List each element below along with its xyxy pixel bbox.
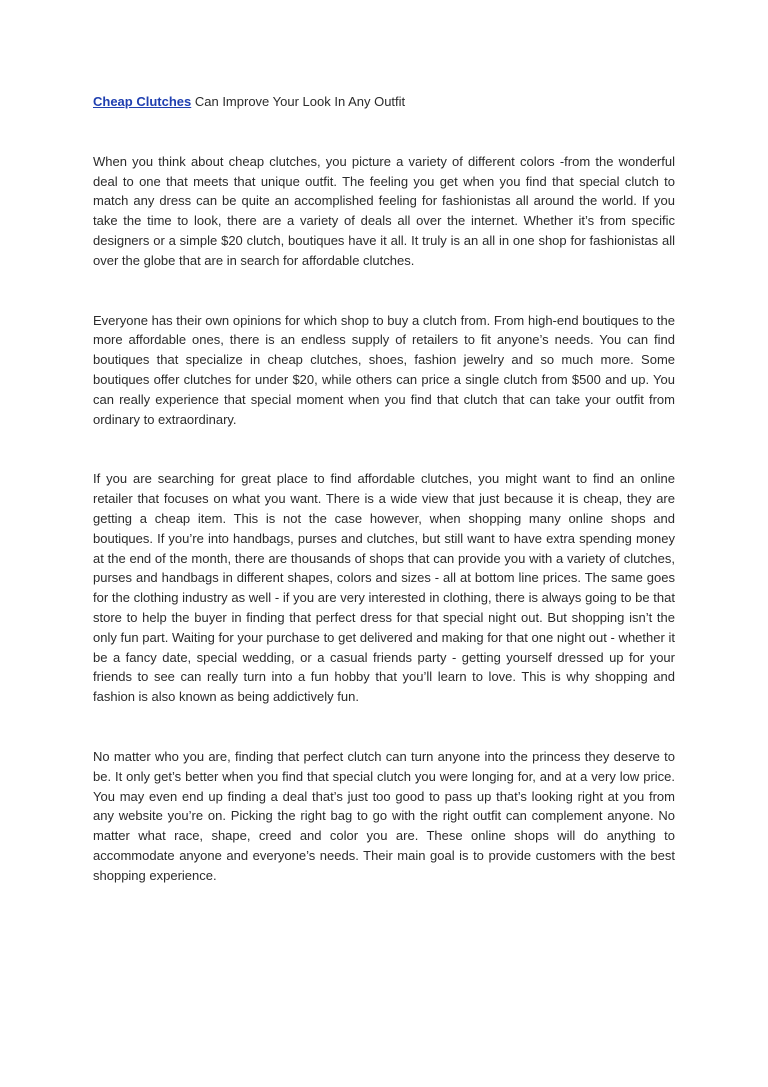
title-text: Can Improve Your Look In Any Outfit [191,94,406,109]
paragraph-3: If you are searching for great place to find affordable clutches, you might want to find an online retailer that focuses on what you want. There is a wide view that just because it is cheap, they are getting a cheap item. This is not the case however, when shopping many online shops and boutiques. If you’re into handbags, purses and clutches, but still want to have extra spending money at the end of the month, there are thousands of shops that can provide you with a variety of clutches, purses and handbags in different shapes, colors and sizes - all at bottom line prices. The same goes for the clothing industry as well - if you are very interested in clothing, there is always going to be that store to help the buyer in finding that perfect dress for that special night out. But shopping isn’t the only fun part. Waiting for your purchase to get delivered and making for that one night out - whether it be a fancy date, special wedding, or a casual friends party - getting yourself dressed up for your friends to see can really turn into a fun hobby that you’ll learn to love. This is why shopping and fashion is also known as being addictively fun. [93,471,675,705]
document-title [93,92,675,112]
paragraph-2: Everyone has their own opinions for which shop to buy a clutch from. From high-end boutiques to the more affordable ones, there is an endless supply of retailers to fit anyone’s needs. You can find boutiques that specialize in cheap clutches, shoes, fashion jewelry and so much more. Some boutiques offer clutches for under $20, while others can price a single clutch from $500 and up. You can really experience that special moment when you find that clutch that can take your outfit from ordinary to extraordinary. [93,312,675,427]
paragraph-4: No matter who you are, finding that perfect clutch can turn anyone into the princess they deserve to be. It only get’s better when you find that special clutch you were longing for, and at a very low price. You may even end up finding a deal that’s just too good to pass up that’s looking right at you from any website you’re on. Picking the right bag to go with the right outfit can complement anyone. No matter what race, shape, creed and color you are. These online shops will do anything to accommodate anyone and everyone’s needs. Their main goal is to provide customers with the best shopping experience. [93,748,675,883]
document-body [93,92,675,886]
paragraph-1: When you think about cheap clutches, you picture a variety of different colors -from the wonderful deal to one that meets that unique outfit. The feeling you get when you find that special clutch to match any dress can be quite an accomplished feeling for fashionistas all around the world. If you take the time to look, there are a variety of deals all over the internet. Whether it’s from specific designers or a simple $20 clutch, boutiques have it all. It truly is an all in one shop for fashionistas all over the globe that are in search for affordable clutches. [93,153,675,268]
title-link[interactable]: Cheap Clutches [93,94,192,109]
